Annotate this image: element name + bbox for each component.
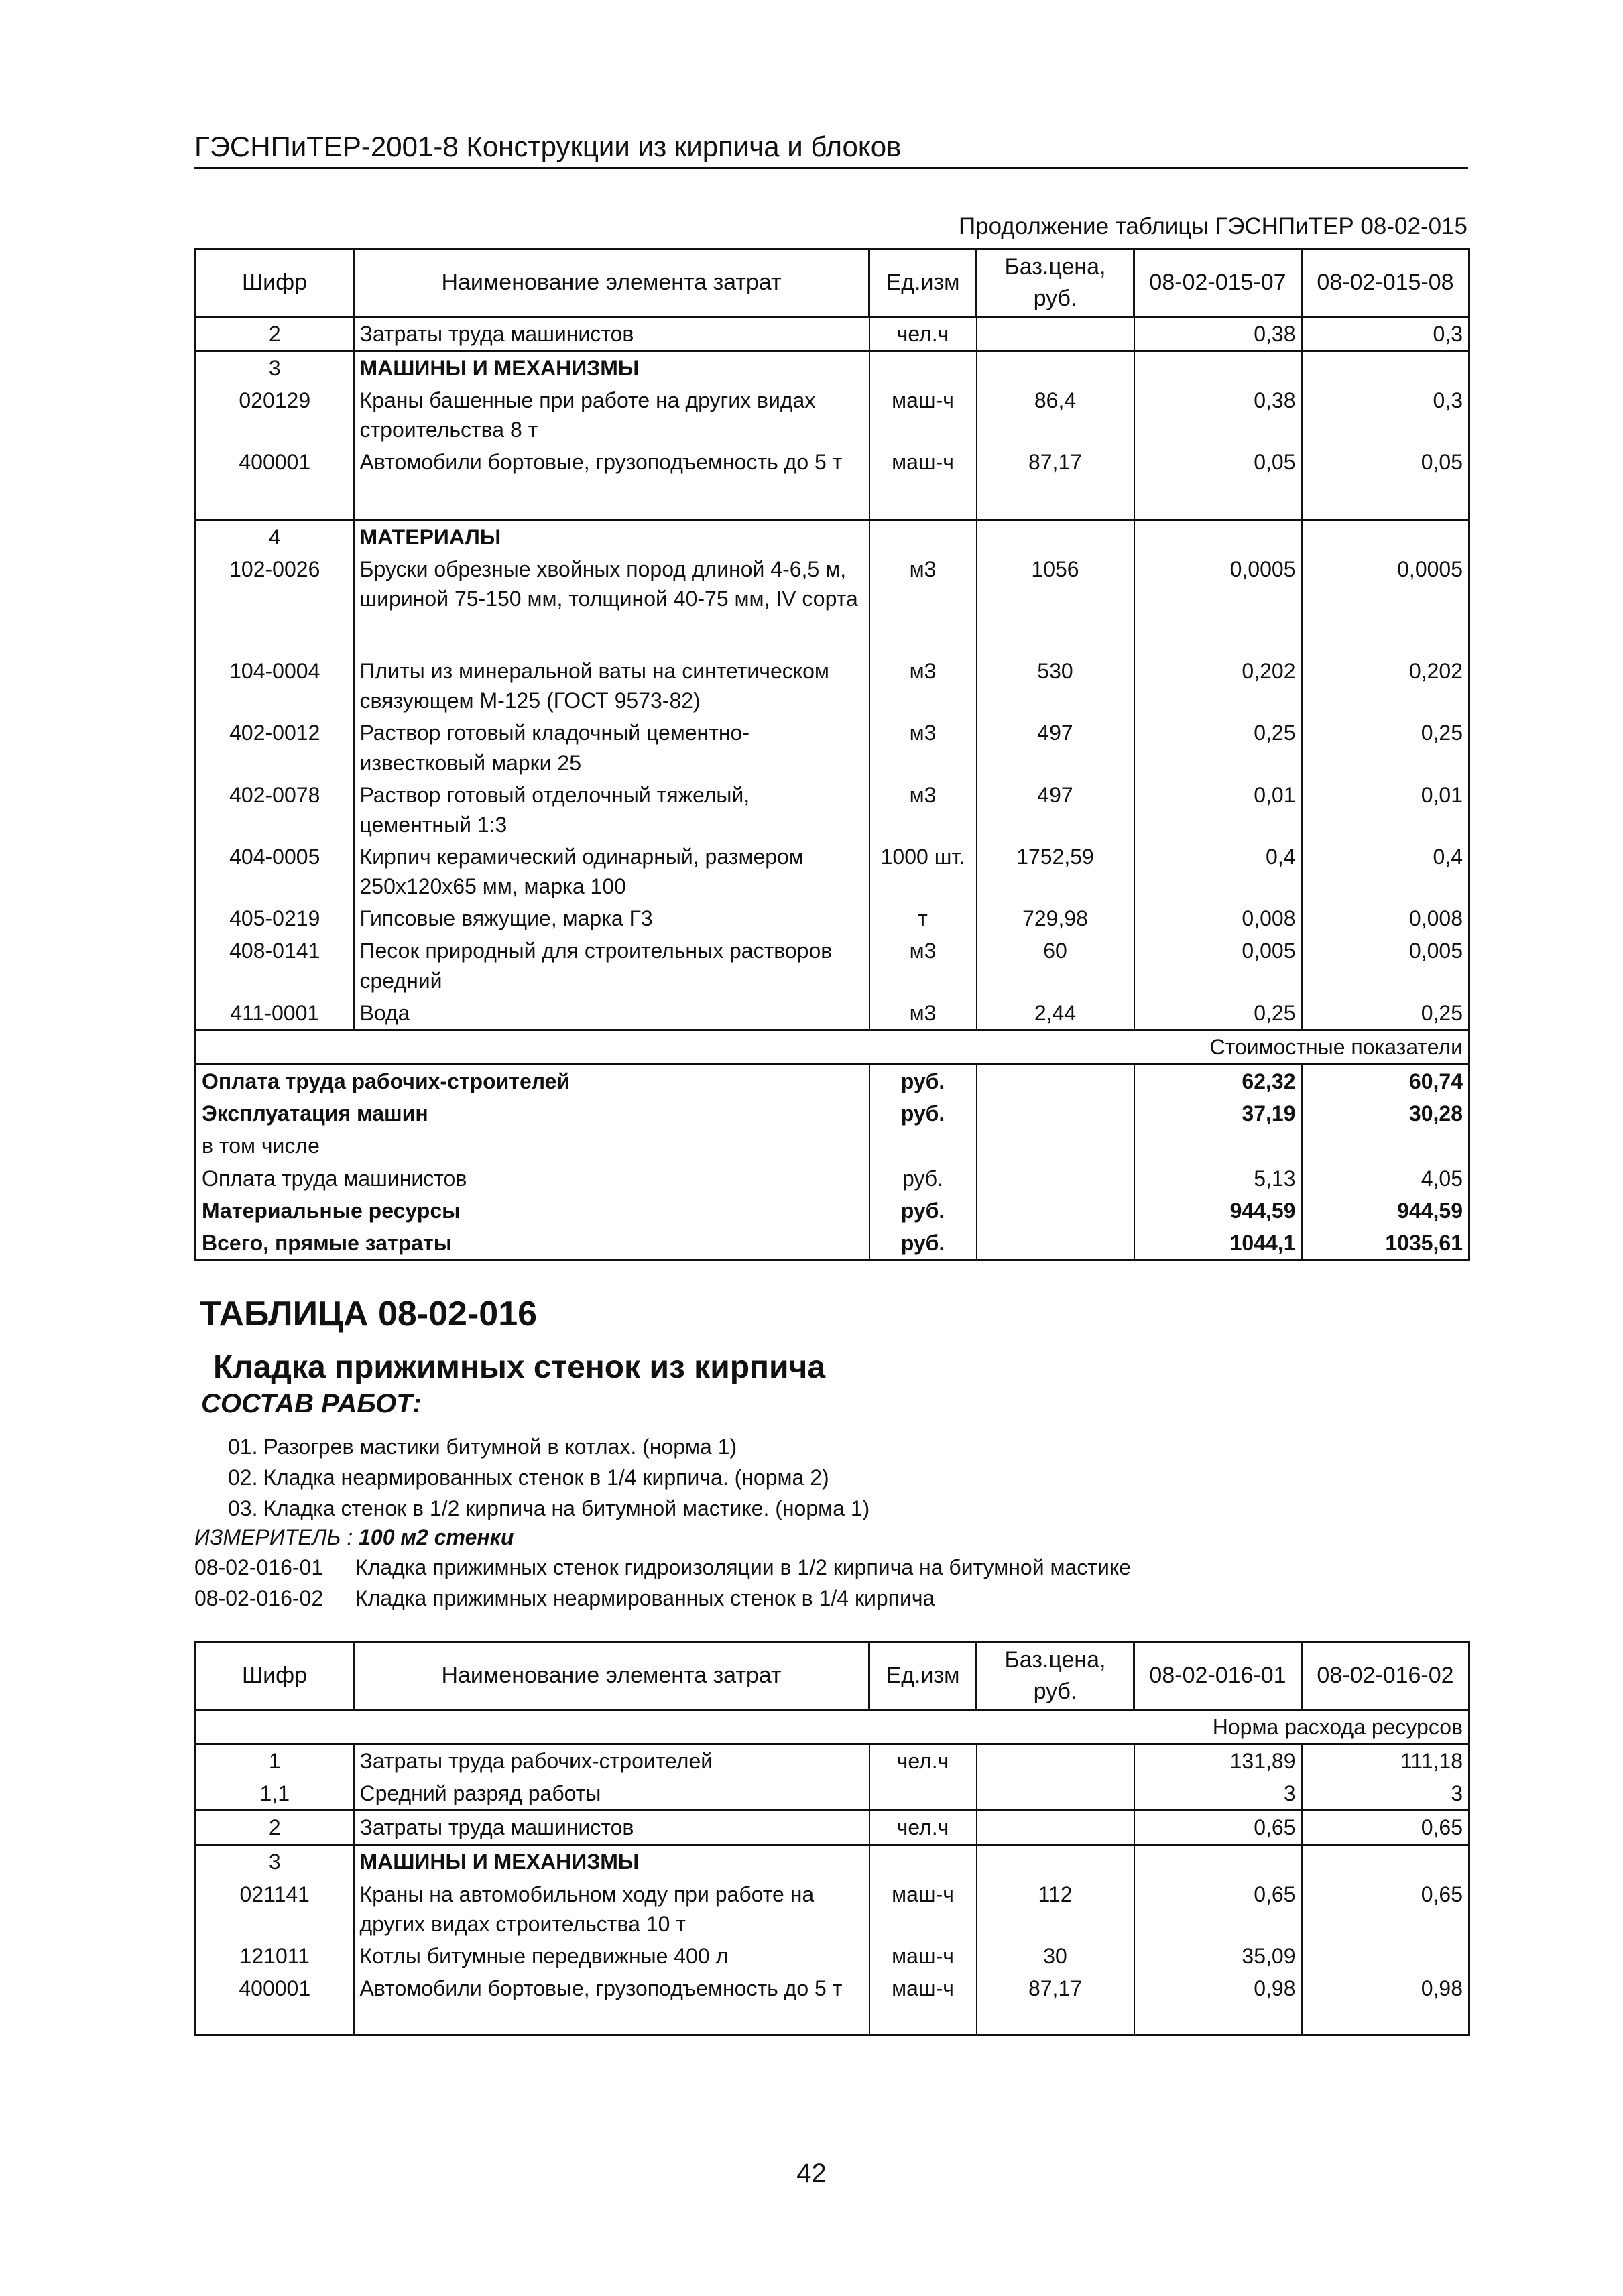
- value-cell: 0,25: [1134, 997, 1302, 1030]
- name-cell: Автомобили бортовые, грузоподъемность до 5 т: [354, 446, 869, 478]
- value-cell: [1302, 1845, 1469, 1878]
- table-continuation-caption: Продолжение таблицы ГЭСНПиТЕР 08-02-015: [958, 213, 1467, 239]
- unit-cell: м3: [869, 553, 977, 615]
- value-cell: 0,38: [1134, 316, 1302, 351]
- value-cell: 0,4: [1134, 841, 1302, 902]
- table-row: [196, 1878, 1469, 1940]
- code-cell: 1: [196, 1744, 354, 1777]
- value-cell: [1302, 520, 1469, 553]
- column-header: Наименование элемента затрат: [354, 1642, 869, 1710]
- value-cell: 0,65: [1302, 1811, 1469, 1845]
- value-cell: 0,0005: [1302, 553, 1469, 615]
- price-cell: [977, 1777, 1134, 1811]
- value-cell: 0,202: [1134, 655, 1302, 717]
- cost-unit: руб.: [869, 1227, 977, 1260]
- code-cell: 404-0005: [196, 841, 354, 902]
- cost-unit: руб.: [869, 1097, 977, 1130]
- price-cell: 1752,59: [977, 841, 1134, 902]
- cost-value: [1302, 1130, 1469, 1162]
- cost-row: [196, 1195, 1469, 1227]
- cost-value: 1044,1: [1134, 1227, 1302, 1260]
- name-cell: Кирпич керамический одинарный, размером 250x120x65 мм, марка 100: [354, 841, 869, 902]
- value-cell: 0,65: [1302, 1878, 1469, 1940]
- price-cell: 112: [977, 1878, 1134, 1940]
- code-cell: 400001: [196, 446, 354, 478]
- name-cell: Котлы битумные передвижные 400 л: [354, 1940, 869, 1972]
- table-row: [196, 520, 1469, 553]
- cost-row: [196, 1227, 1469, 1260]
- meter-label: ИЗМЕРИТЕЛЬ :: [194, 1525, 353, 1549]
- value-cell: 0,3: [1302, 316, 1469, 351]
- code-cell: 2: [196, 1811, 354, 1845]
- table-row: [196, 384, 1469, 446]
- norm-header-row: [196, 1709, 1469, 1744]
- cost-value: 60,74: [1302, 1065, 1469, 1098]
- cost-value: 5,13: [1134, 1162, 1302, 1195]
- unit-cell: маш-ч: [869, 1878, 977, 1940]
- cost-value: [1134, 1130, 1302, 1162]
- name-cell: Краны на автомобильном ходу при работе на других видах строительства 10 т: [354, 1878, 869, 1940]
- name-cell: Затраты труда машинистов: [354, 1811, 869, 1845]
- value-cell: 0,0005: [1134, 553, 1302, 615]
- column-header: 08-02-015-08: [1302, 249, 1469, 317]
- price-cell: 2,44: [977, 997, 1134, 1030]
- unit-cell: м3: [869, 997, 977, 1030]
- works-title: СОСТАВ РАБОТ:: [201, 1389, 422, 1418]
- price-cell: [977, 1744, 1134, 1777]
- table-row: [196, 997, 1469, 1030]
- code-cell: 405-0219: [196, 902, 354, 934]
- name-cell: Вода: [354, 997, 869, 1030]
- unit-cell: чел.ч: [869, 1811, 977, 1845]
- table-header-row: [196, 1642, 1469, 1710]
- unit-cell: маш-ч: [869, 1940, 977, 1972]
- cost-value: 944,59: [1302, 1195, 1469, 1227]
- column-header: Шифр: [196, 249, 354, 317]
- running-header: ГЭСНПиТЕР-2001-8 Конструкции из кирпича и блоков: [194, 131, 1468, 169]
- unit-cell: маш-ч: [869, 1972, 977, 2004]
- value-cell: 0,008: [1134, 902, 1302, 934]
- value-cell: 3: [1302, 1777, 1469, 1811]
- code-cell: 400001: [196, 1972, 354, 2004]
- unit-cell: м3: [869, 655, 977, 717]
- cost-row: [196, 1162, 1469, 1195]
- code-cell: 020129: [196, 384, 354, 446]
- price-cell: 1056: [977, 553, 1134, 615]
- norm-description: Кладка прижимных стенок гидроизоляции в 1/2 кирпича на битумной мастике: [355, 1555, 1131, 1579]
- cost-row: [196, 1097, 1469, 1130]
- cost-header-row: [196, 1030, 1469, 1064]
- name-cell: Гипсовые вяжущие, марка Г3: [354, 902, 869, 934]
- table-row: [196, 1811, 1469, 1845]
- code-cell: 402-0078: [196, 779, 354, 841]
- cost-name: Материальные ресурсы: [196, 1195, 869, 1227]
- cost-value: 4,05: [1302, 1162, 1469, 1195]
- value-cell: [1134, 520, 1302, 553]
- column-header: Наименование элемента затрат: [354, 249, 869, 317]
- table-row: [196, 316, 1469, 351]
- table-row: [196, 1972, 1469, 2004]
- table-row: [196, 1744, 1469, 1777]
- value-cell: 111,18: [1302, 1744, 1469, 1777]
- code-cell: 411-0001: [196, 997, 354, 1030]
- column-header: 08-02-016-02: [1302, 1642, 1469, 1710]
- cost-name: в том числе: [196, 1130, 869, 1162]
- value-cell: 0,25: [1134, 717, 1302, 778]
- table-row: [196, 351, 1469, 384]
- value-cell: 0,38: [1134, 384, 1302, 446]
- cost-unit: руб.: [869, 1162, 977, 1195]
- table-row: [196, 902, 1469, 934]
- unit-cell: маш-ч: [869, 446, 977, 478]
- cost-row: [196, 1130, 1469, 1162]
- section-heading: МАШИНЫ И МЕХАНИЗМЫ: [354, 1845, 869, 1878]
- unit-cell: 1000 шт.: [869, 841, 977, 902]
- code-cell: 104-0004: [196, 655, 354, 717]
- unit-cell: чел.ч: [869, 316, 977, 351]
- table-row: [196, 1845, 1469, 1878]
- unit-cell: т: [869, 902, 977, 934]
- unit-cell: [869, 1777, 977, 1811]
- section-heading: МАШИНЫ И МЕХАНИЗМЫ: [354, 351, 869, 384]
- value-cell: 0,01: [1302, 779, 1469, 841]
- norm-code-line: [194, 1555, 1131, 1580]
- price-cell: 497: [977, 779, 1134, 841]
- code-cell: 3: [196, 1845, 354, 1878]
- unit-cell: маш-ч: [869, 384, 977, 446]
- name-cell: Плиты из минеральной ваты на синтетическом связующем М-125 (ГОСТ 9573-82): [354, 655, 869, 717]
- norm-description: Кладка прижимных неармированных стенок в 1/4 кирпича: [355, 1586, 935, 1610]
- price-cell: 86,4: [977, 384, 1134, 446]
- meter-value: 100 м2 стенки: [359, 1525, 514, 1549]
- unit-cell: [869, 1845, 977, 1878]
- value-cell: [1134, 1845, 1302, 1878]
- cost-value: 37,19: [1134, 1097, 1302, 1130]
- cost-name: Эксплуатация машин: [196, 1097, 869, 1130]
- table-header-row: [196, 249, 1469, 317]
- price-cell: 87,17: [977, 1972, 1134, 2004]
- price-cell: 729,98: [977, 902, 1134, 934]
- value-cell: 0,008: [1302, 902, 1469, 934]
- value-cell: 0,05: [1134, 446, 1302, 478]
- norm-header: Норма расхода ресурсов: [1134, 1709, 1469, 1744]
- cost-name: Оплата труда рабочих-строителей: [196, 1065, 869, 1098]
- price-cell: 530: [977, 655, 1134, 717]
- column-header: Баз.цена, руб.: [977, 249, 1134, 317]
- value-cell: 0,202: [1302, 655, 1469, 717]
- section-heading: МАТЕРИАЛЫ: [354, 520, 869, 553]
- cost-header: Стоимостные показатели: [1134, 1030, 1469, 1064]
- price-cell: 30: [977, 1940, 1134, 1972]
- table-subtitle: Кладка прижимных стенок из кирпича: [213, 1349, 826, 1385]
- column-header: 08-02-015-07: [1134, 249, 1302, 317]
- value-cell: 0,65: [1134, 1878, 1302, 1940]
- code-cell: 102-0026: [196, 553, 354, 615]
- unit-cell: [869, 351, 977, 384]
- value-cell: 0,3: [1302, 384, 1469, 446]
- price-cell: [977, 520, 1134, 553]
- price-cell: [977, 1811, 1134, 1845]
- cost-value: 62,32: [1134, 1065, 1302, 1098]
- value-cell: 35,09: [1134, 1940, 1302, 1972]
- unit-cell: чел.ч: [869, 1744, 977, 1777]
- cost-value: 944,59: [1134, 1195, 1302, 1227]
- code-cell: 3: [196, 351, 354, 384]
- cost-unit: руб.: [869, 1195, 977, 1227]
- value-cell: 0,005: [1134, 934, 1302, 996]
- cost-name: Всего, прямые затраты: [196, 1227, 869, 1260]
- name-cell: Раствор готовый кладочный цементно-известковый марки 25: [354, 717, 869, 778]
- unit-cell: м3: [869, 934, 977, 996]
- value-cell: 0,25: [1302, 717, 1469, 778]
- work-item: 03. Кладка стенок в 1/2 кирпича на битумной мастике. (норма 1): [228, 1496, 870, 1520]
- code-cell: 408-0141: [196, 934, 354, 996]
- cost-value: 1035,61: [1302, 1227, 1469, 1260]
- value-cell: 0,01: [1134, 779, 1302, 841]
- value-cell: 0,05: [1302, 446, 1469, 478]
- value-cell: 131,89: [1134, 1744, 1302, 1777]
- table-row: [196, 655, 1469, 717]
- code-cell: 1,1: [196, 1777, 354, 1811]
- column-header: Ед.изм: [869, 1642, 977, 1710]
- value-cell: 0,25: [1302, 997, 1469, 1030]
- price-cell: [977, 316, 1134, 351]
- work-item: 02. Кладка неармированных стенок в 1/4 кирпича. (норма 2): [228, 1465, 829, 1490]
- column-header: Шифр: [196, 1642, 354, 1710]
- column-header: Баз.цена, руб.: [977, 1642, 1134, 1710]
- table-row: [196, 1777, 1469, 1811]
- cost-value: 30,28: [1302, 1097, 1469, 1130]
- name-cell: Краны башенные при работе на других видах строительства 8 т: [354, 384, 869, 446]
- cost-name: Оплата труда машинистов: [196, 1162, 869, 1195]
- price-cell: 60: [977, 934, 1134, 996]
- code-cell: 021141: [196, 1878, 354, 1940]
- column-header: Ед.изм: [869, 249, 977, 317]
- table-row: [196, 446, 1469, 478]
- table-row: [196, 779, 1469, 841]
- code-cell: 402-0012: [196, 717, 354, 778]
- name-cell: Раствор готовый отделочный тяжелый, цементный 1:3: [354, 779, 869, 841]
- name-cell: Песок природный для строительных растворов средний: [354, 934, 869, 996]
- value-cell: [1302, 351, 1469, 384]
- meter-line: [194, 1525, 514, 1550]
- value-cell: 3: [1134, 1777, 1302, 1811]
- table-row: [196, 553, 1469, 615]
- unit-cell: м3: [869, 779, 977, 841]
- unit-cell: м3: [869, 717, 977, 778]
- value-cell: 0,005: [1302, 934, 1469, 996]
- resource-table-08-02-015: [194, 248, 1470, 1261]
- value-cell: 0,65: [1134, 1811, 1302, 1845]
- cost-unit: руб.: [869, 1065, 977, 1098]
- table-row: [196, 841, 1469, 902]
- name-cell: Автомобили бортовые, грузоподъемность до 5 т: [354, 1972, 869, 2004]
- code-cell: 121011: [196, 1940, 354, 1972]
- norm-code-line: [194, 1586, 935, 1611]
- price-cell: [977, 1845, 1134, 1878]
- cost-unit: [869, 1130, 977, 1162]
- name-cell: Средний разряд работы: [354, 1777, 869, 1811]
- norm-code: 08-02-016-02: [194, 1586, 324, 1610]
- unit-cell: [869, 520, 977, 553]
- name-cell: Затраты труда рабочих-строителей: [354, 1744, 869, 1777]
- column-header: 08-02-016-01: [1134, 1642, 1302, 1710]
- code-cell: 4: [196, 520, 354, 553]
- value-cell: [1302, 1940, 1469, 1972]
- norm-code: 08-02-016-01: [194, 1555, 324, 1579]
- name-cell: Бруски обрезные хвойных пород длиной 4-6,5 м, шириной 75-150 мм, толщиной 40-75 мм, IV сорта: [354, 553, 869, 615]
- price-cell: 497: [977, 717, 1134, 778]
- value-cell: 0,98: [1302, 1972, 1469, 2004]
- cost-row: [196, 1065, 1469, 1098]
- table-row: [196, 717, 1469, 778]
- price-cell: 87,17: [977, 446, 1134, 478]
- price-cell: [977, 351, 1134, 384]
- page-number: 42: [796, 2159, 827, 2188]
- work-item: 01. Разогрев мастики битумной в котлах. (норма 1): [228, 1435, 737, 1459]
- table-row: [196, 934, 1469, 996]
- table-row: [196, 1940, 1469, 1972]
- value-cell: 0,98: [1134, 1972, 1302, 2004]
- table-title: ТАБЛИЦА 08-02-016: [200, 1294, 538, 1333]
- value-cell: 0,4: [1302, 841, 1469, 902]
- code-cell: 2: [196, 316, 354, 351]
- resource-table-08-02-016: [194, 1641, 1470, 2036]
- name-cell: Затраты труда машинистов: [354, 316, 869, 351]
- value-cell: [1134, 351, 1302, 384]
